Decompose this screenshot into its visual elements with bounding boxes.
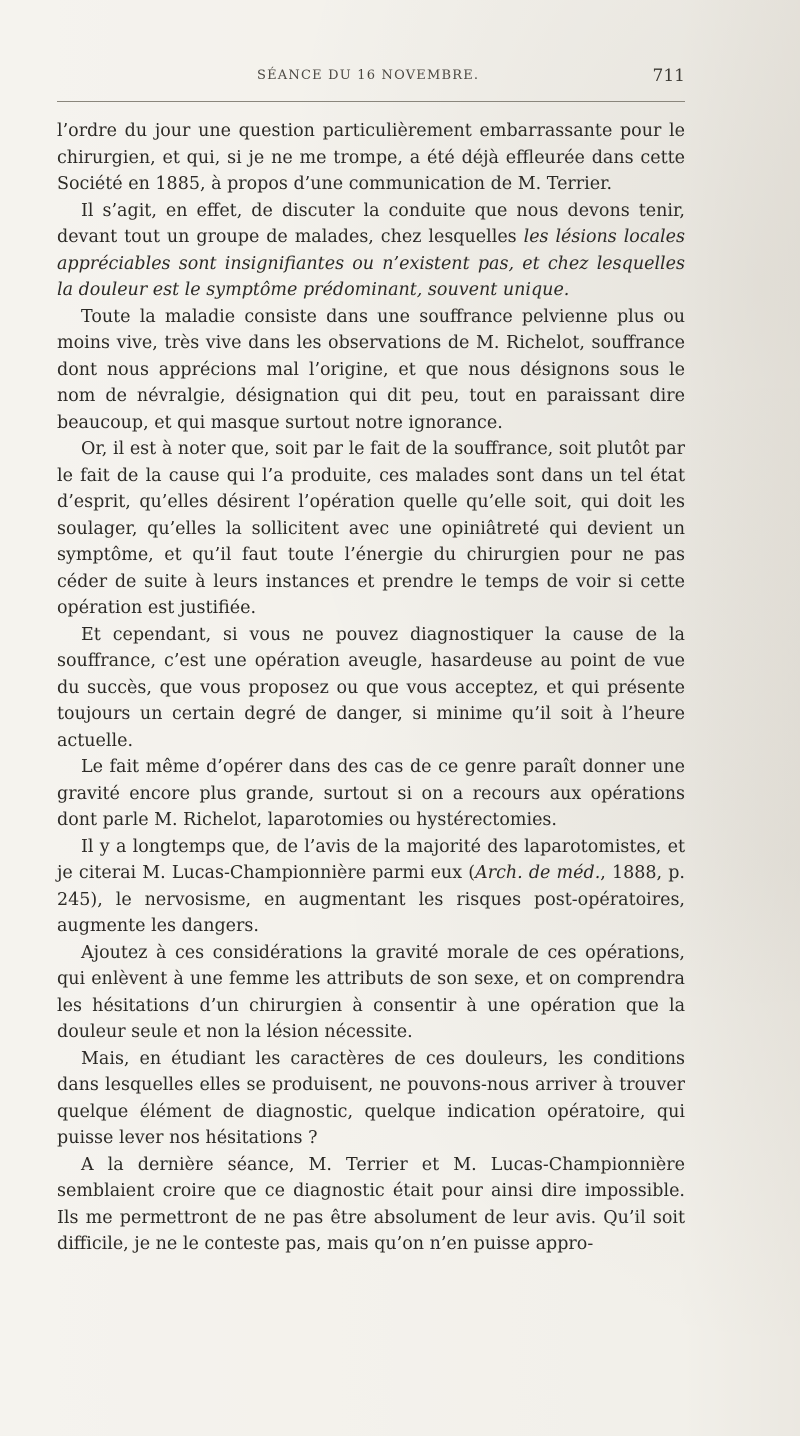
running-head bbox=[57, 62, 685, 92]
paragraph-8 bbox=[57, 940, 685, 1046]
paragraph-run: A la dernière séance, M. Terrier et M. Lucas-Championnière semblaient croire que ce diagnostic était pour ainsi dire impossible. Ils me permettront de ne pas être absolument de leur avis. Qu’il soit difficile, je ne le conteste pas, mais qu’on n’en puisse appro- bbox=[57, 1154, 685, 1254]
paragraph-run: Il y a longtemps que, de l’avis de la majorité des laparotomistes, et je citerai M. Lucas-Championnière parmi eux ( bbox=[57, 836, 685, 883]
paragraph-run: Or, il est à noter que, soit par le fait de la souffrance, soit plutôt par le fait de la cause qui l’a produite, ces malades sont dans un tel état d’esprit, qu’elles désirent l’opération quelle qu’elle soit, qui doit les soulager, qu’elles la sollicitent avec une opiniâtreté qui devient un symptôme, et qu’il faut toute l’énergie du chirurgien pour ne pas céder de suite à leurs instances et prendre le temps de voir si cette opération est justifiée. bbox=[57, 439, 685, 618]
paragraph-run: Le fait même d’opérer dans des cas de ce genre paraît donner une gravité encore plus grande, surtout si on a recours aux opérations dont parle M. Richelot, laparotomies ou hystérectomies. bbox=[57, 757, 685, 830]
body-text bbox=[57, 118, 685, 1258]
paragraph-2 bbox=[57, 198, 685, 304]
book-page bbox=[57, 62, 685, 1258]
paragraph-run: Toute la maladie consiste dans une souffrance pelvienne plus ou moins vive, très vive dans les observations de M. Richelot, souffrance dont nous apprécions mal l’origine, et que nous désignons sous le nom de névralgie, désignation qui dit peu, tout en paraissant dire beaucoup, et qui masque surtout notre ignorance. bbox=[57, 306, 685, 433]
paragraph-5 bbox=[57, 622, 685, 755]
paragraph-9 bbox=[57, 1046, 685, 1152]
paragraph-6 bbox=[57, 754, 685, 834]
paragraph-3 bbox=[57, 304, 685, 437]
paragraph-run-italic: Arch. de méd. bbox=[475, 863, 601, 883]
running-title: SÉANCE DU 16 NOVEMBRE. bbox=[257, 68, 480, 83]
paragraph-4 bbox=[57, 436, 685, 622]
paragraph-run-italic: les lésions locales appréciables sont insignifiantes ou n’existent pas, et chez lesquelles la douleur est le symptôme prédominant, souvent unique. bbox=[57, 227, 685, 300]
paragraph-run: Il s’agit, en effet, de discuter la conduite que nous devons tenir, devant tout un groupe de malades, chez lesquelles bbox=[57, 200, 685, 247]
paragraph-run: , 1888, p. 245), le nervosisme, en augmentant les risques post-opératoires, augmente les dangers. bbox=[57, 863, 685, 936]
paragraph-run: Mais, en étudiant les caractères de ces douleurs, les conditions dans lesquelles elles se produisent, ne pouvons-nous arriver à trouver quelque élément de diagnostic, quelque indication opératoire, qui puisse lever nos hésitations ? bbox=[57, 1048, 685, 1148]
header-rule bbox=[57, 101, 685, 102]
paragraph-7 bbox=[57, 834, 685, 940]
paragraph-10 bbox=[57, 1152, 685, 1258]
paragraph-1 bbox=[57, 118, 685, 198]
paragraph-run: Et cependant, si vous ne pouvez diagnostiquer la cause de la souffrance, c’est une opération aveugle, hasardeuse au point de vue du succès, que vous proposez ou que vous acceptez, et qui présente toujours un certain degré de danger, si minime qu’il soit à l’heure actuelle. bbox=[57, 624, 685, 751]
page-number: 711 bbox=[652, 66, 685, 86]
paragraph-run: l’ordre du jour une question particulièrement embarrassante pour le chirurgien, et qui, si je ne me trompe, a été déjà effleurée dans cette Société en 1885, à propos d’une communication de M. Terrier. bbox=[57, 121, 685, 194]
paragraph-run: Ajoutez à ces considérations la gravité morale de ces opérations, qui enlèvent à une femme les attributs de son sexe, et on comprendra les hésitations d’un chirurgien à consentir à une opération que la douleur seule et non la lésion nécessite. bbox=[57, 942, 685, 1042]
